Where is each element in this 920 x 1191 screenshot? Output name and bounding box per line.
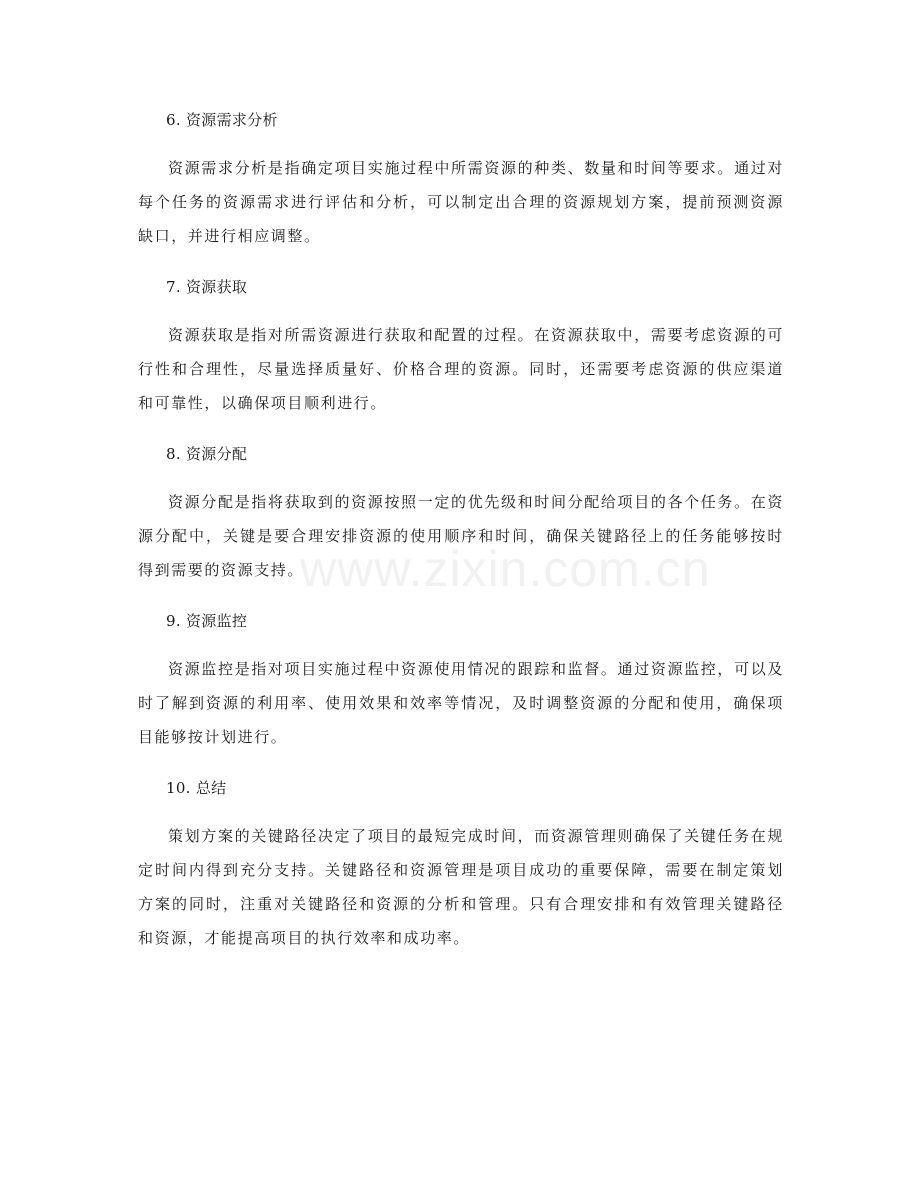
section-paragraph: 资源监控是指对项目实施过程中资源使用情况的跟踪和监督。通过资源监控，可以及时了解到资源的利用率、使用效果和效率等情况，及时调整资源的分配和使用，确保项目能够按计划进行。 <box>138 660 784 746</box>
section-paragraph: 资源需求分析是指确定项目实施过程中所需资源的种类、数量和时间等要求。通过对每个任务的资源需求进行评估和分析，可以制定出合理的资源规划方案，提前预测资源缺口，并进行相应调整。 <box>138 159 784 245</box>
section-summary <box>138 773 784 955</box>
section-resource-monitoring <box>138 606 784 754</box>
section-resource-demand-analysis <box>138 105 784 253</box>
section-resource-acquisition <box>138 272 784 420</box>
watermark: www.zixin.com.cn <box>300 541 711 597</box>
section-heading: 9. 资源监控 <box>166 612 248 630</box>
section-paragraph: 资源获取是指对所需资源进行获取和配置的过程。在资源获取中，需要考虑资源的可行性和合理性，尽量选择质量好、价格合理的资源。同时，还需要考虑资源的供应渠道和可靠性，以确保项目顺利进行。 <box>138 326 784 412</box>
document-content <box>138 105 784 974</box>
section-heading: 10. 总结 <box>166 779 227 797</box>
section-heading: 6. 资源需求分析 <box>166 111 278 129</box>
section-heading: 8. 资源分配 <box>166 445 248 463</box>
section-heading: 7. 资源获取 <box>166 278 248 296</box>
section-paragraph: 策划方案的关键路径决定了项目的最短完成时间，而资源管理则确保了关键任务在规定时间内得到充分支持。关键路径和资源管理是项目成功的重要保障，需要在制定策划方案的同时，注重对关键路径和资源的分析和管理。只有合理安排和有效管理关键路径和资源，才能提高项目的执行效率和成功率。 <box>138 827 784 947</box>
section-paragraph: 资源分配是指将获取到的资源按照一定的优先级和时间分配给项目的各个任务。在资源分配中，关键是要合理安排资源的使用顺序和时间，确保关键路径上的任务能够按时得到需要的资源支持。 <box>138 493 784 579</box>
section-resource-allocation <box>138 439 784 587</box>
